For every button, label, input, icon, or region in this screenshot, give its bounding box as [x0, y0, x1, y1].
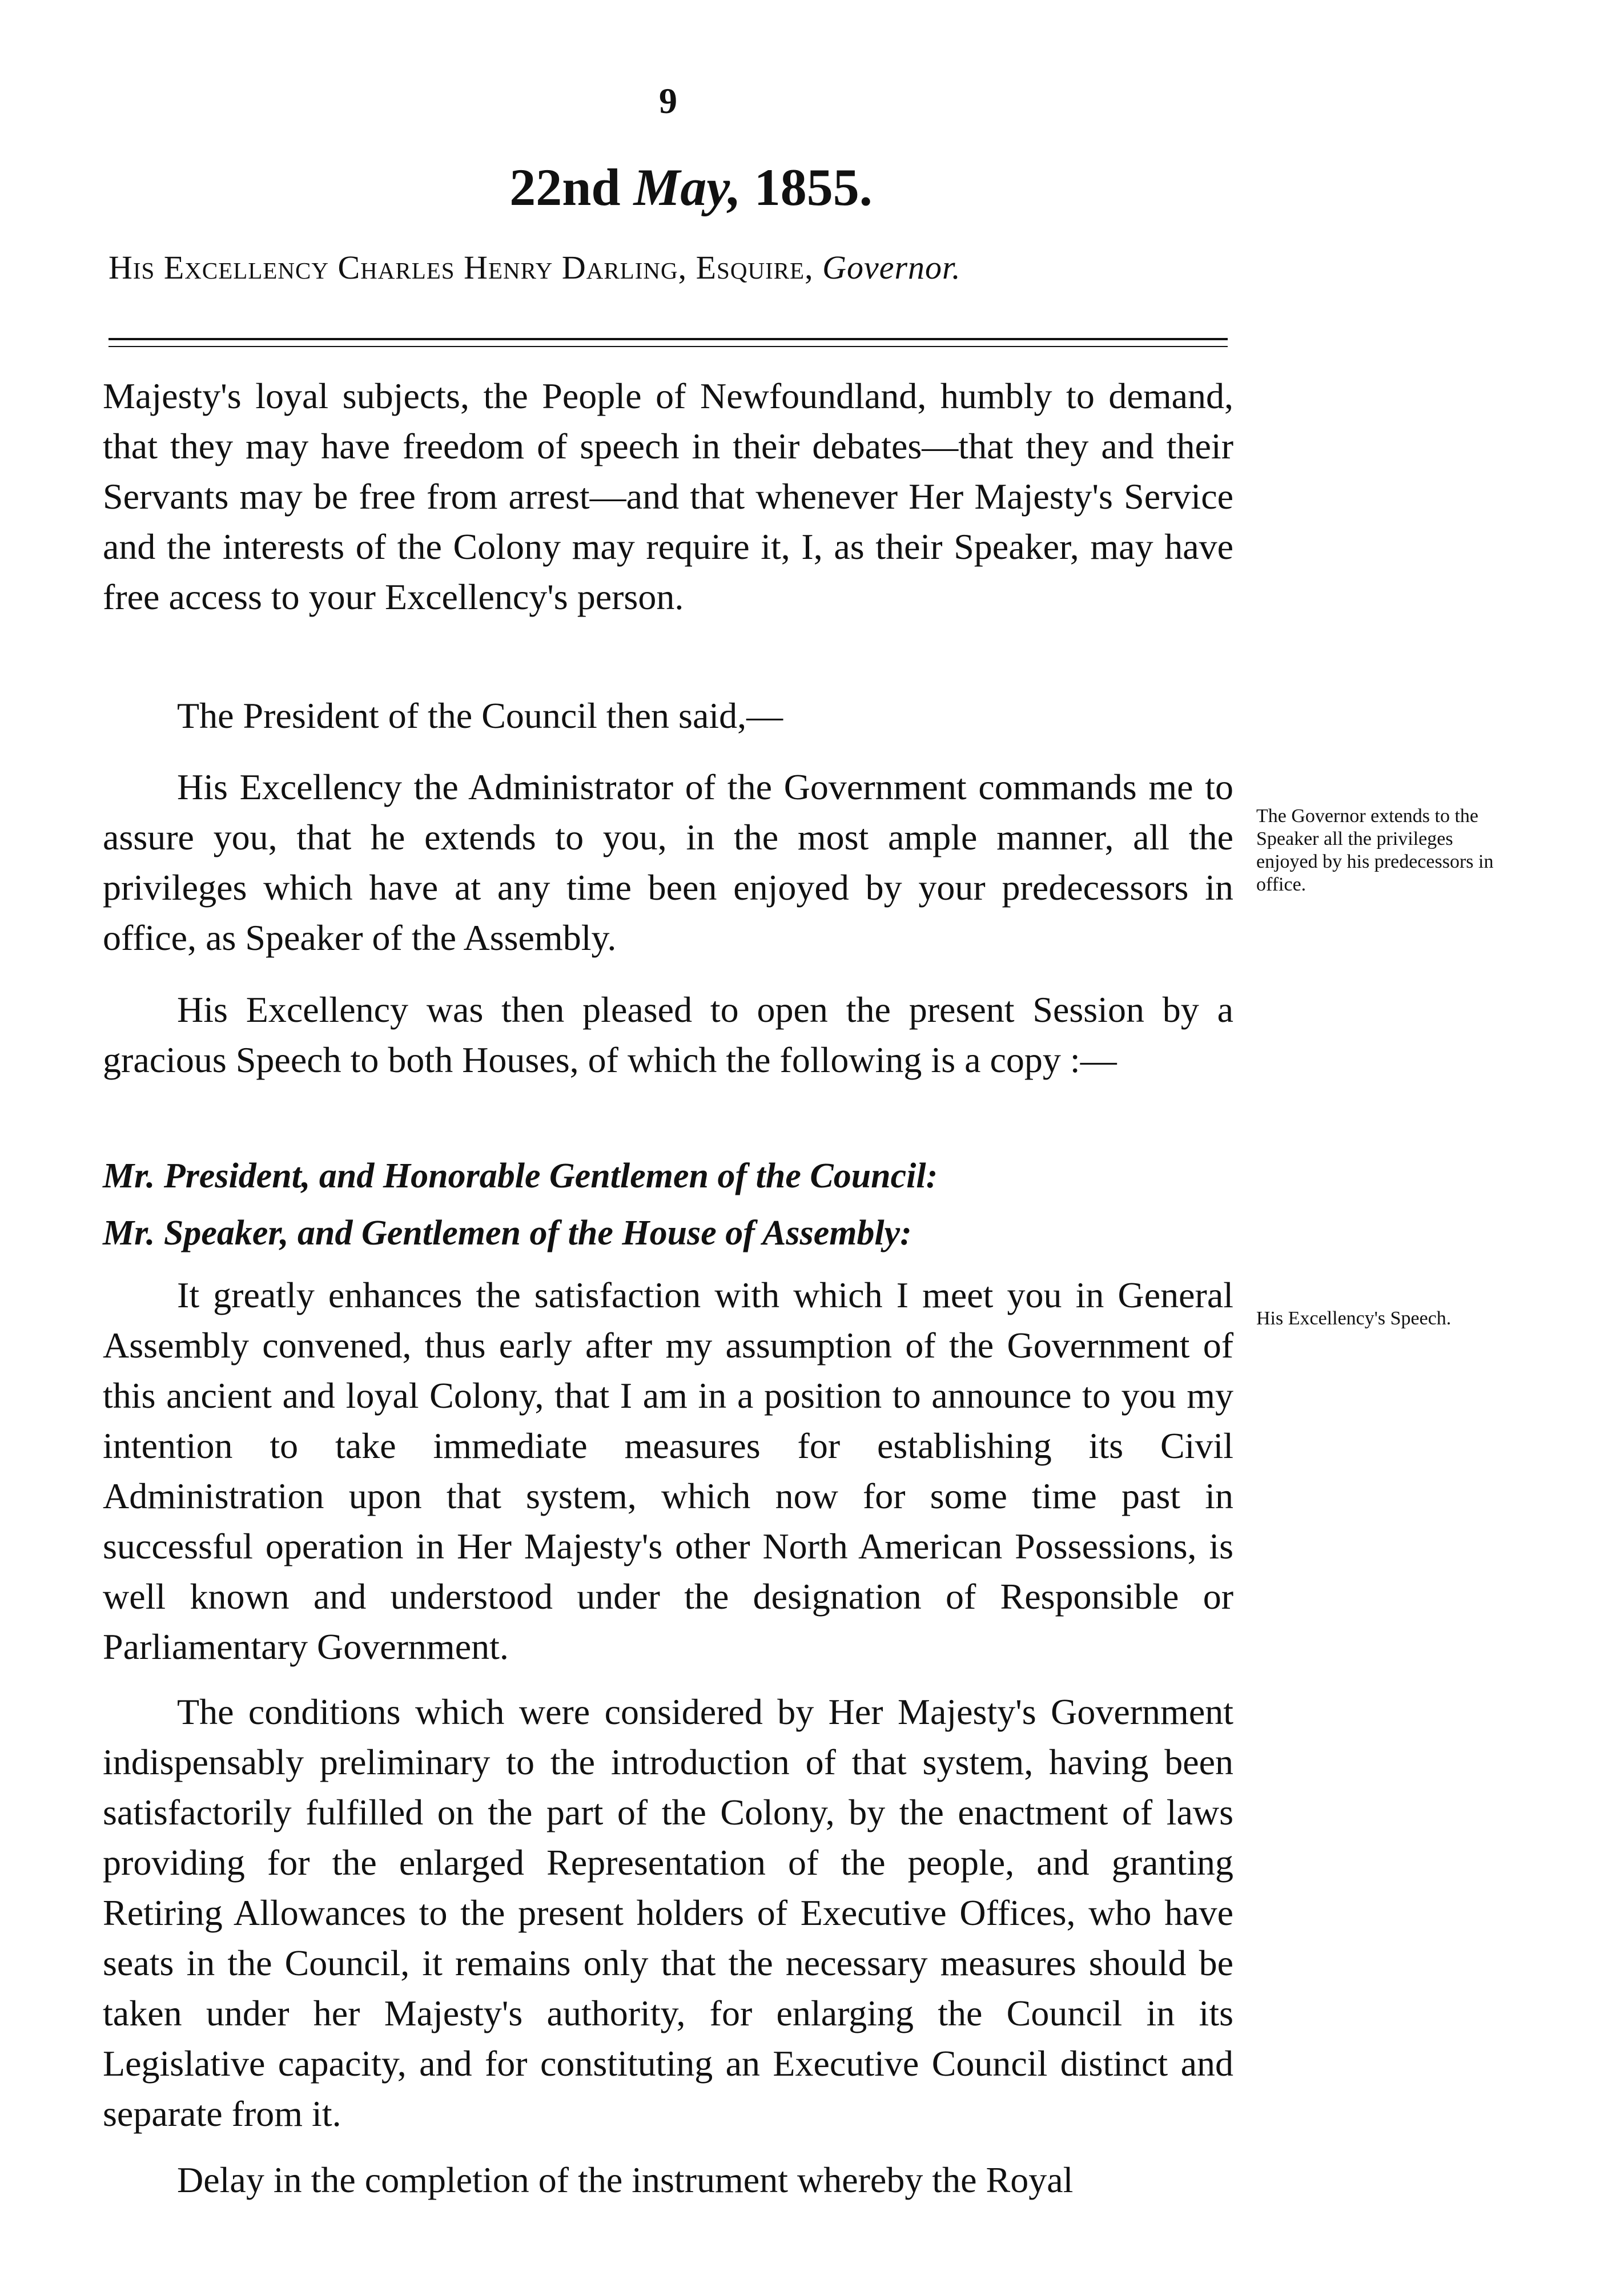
- paragraph-delay: Delay in the completion of the instrument whereby the Royal: [177, 2160, 1074, 2200]
- date-heading: [320, 157, 1062, 217]
- paragraph-conditions: The conditions which were considered by Her Majesty's Government indispensably preliminary to the introduction of that system, having been satisfactorily fulfilled on the part of the Colony, by the enactment of laws providing for the enlarged Representation of the people, and granting Retiring Allowances to the present holders of Executive Offices, who have seats in the Council, it remains only that the necessary measures should be taken under her Majesty's authority, for enlarging the Council in its Legislative capacity, and for constituting an Executive Council distinct and separate from it.: [103, 1691, 1233, 2134]
- date-day: 22nd: [509, 158, 621, 216]
- salutation-council: Mr. President, and Honorable Gentlemen of the Council:: [103, 1157, 938, 1195]
- governor-name: His Excellency Charles Henry Darling, Esquire,: [108, 249, 814, 286]
- paragraph-responsible-government: It greatly enhances the satisfaction with which I meet you in General Assembly convened, thus early after my assumption of the Government of this ancient and loyal Colony, that I am in a position to announce to you my intention to take immediate measures for establishing its Civil Administration upon that system, which now for some time past in successful operation in Her Majesty's other North American Possessions, is well known and understood under the designation of Responsible or Parliamentary Government.: [103, 1275, 1233, 1667]
- salutation-assembly: Mr. Speaker, and Gentlemen of the House of Assembly:: [103, 1214, 912, 1252]
- marginal-note-privileges: The Governor extends to the Speaker all the privileges enjoyed by his predecessors in office.: [1256, 805, 1494, 895]
- governor-title: Governor.: [822, 249, 961, 286]
- paragraph-administrator-commands: His Excellency the Administrator of the Government commands me to assure you, that he extends to you, in the most ample manner, all the privileges which have at any time been enjoyed by your predecessors in office, as Speaker of the Assembly.: [103, 767, 1233, 958]
- page-number: 9: [659, 80, 677, 121]
- date-month: May,: [633, 158, 741, 216]
- date-year: 1855.: [754, 158, 873, 216]
- paragraph-loyal-subjects: Majesty's loyal subjects, the People of Newfoundland, humbly to demand, that they may have freedom of speech in their debates—that they and their Servants may be free from arrest—and that whenever Her Majesty's Service and the interests of the Colony may require it, I, as their Speaker, may have free access to your Excellency's person.: [103, 376, 1233, 617]
- header-rule-thin: [108, 346, 1228, 347]
- paragraph-president-said: The President of the Council then said,—: [177, 695, 783, 736]
- governor-line: [108, 248, 1251, 287]
- marginal-note-speech: His Excellency's Speech.: [1256, 1308, 1452, 1329]
- header-rule-thick: [108, 338, 1228, 340]
- paragraph-open-session: His Excellency was then pleased to open the present Session by a gracious Speech to both Houses, of which the following is a copy :—: [103, 989, 1233, 1080]
